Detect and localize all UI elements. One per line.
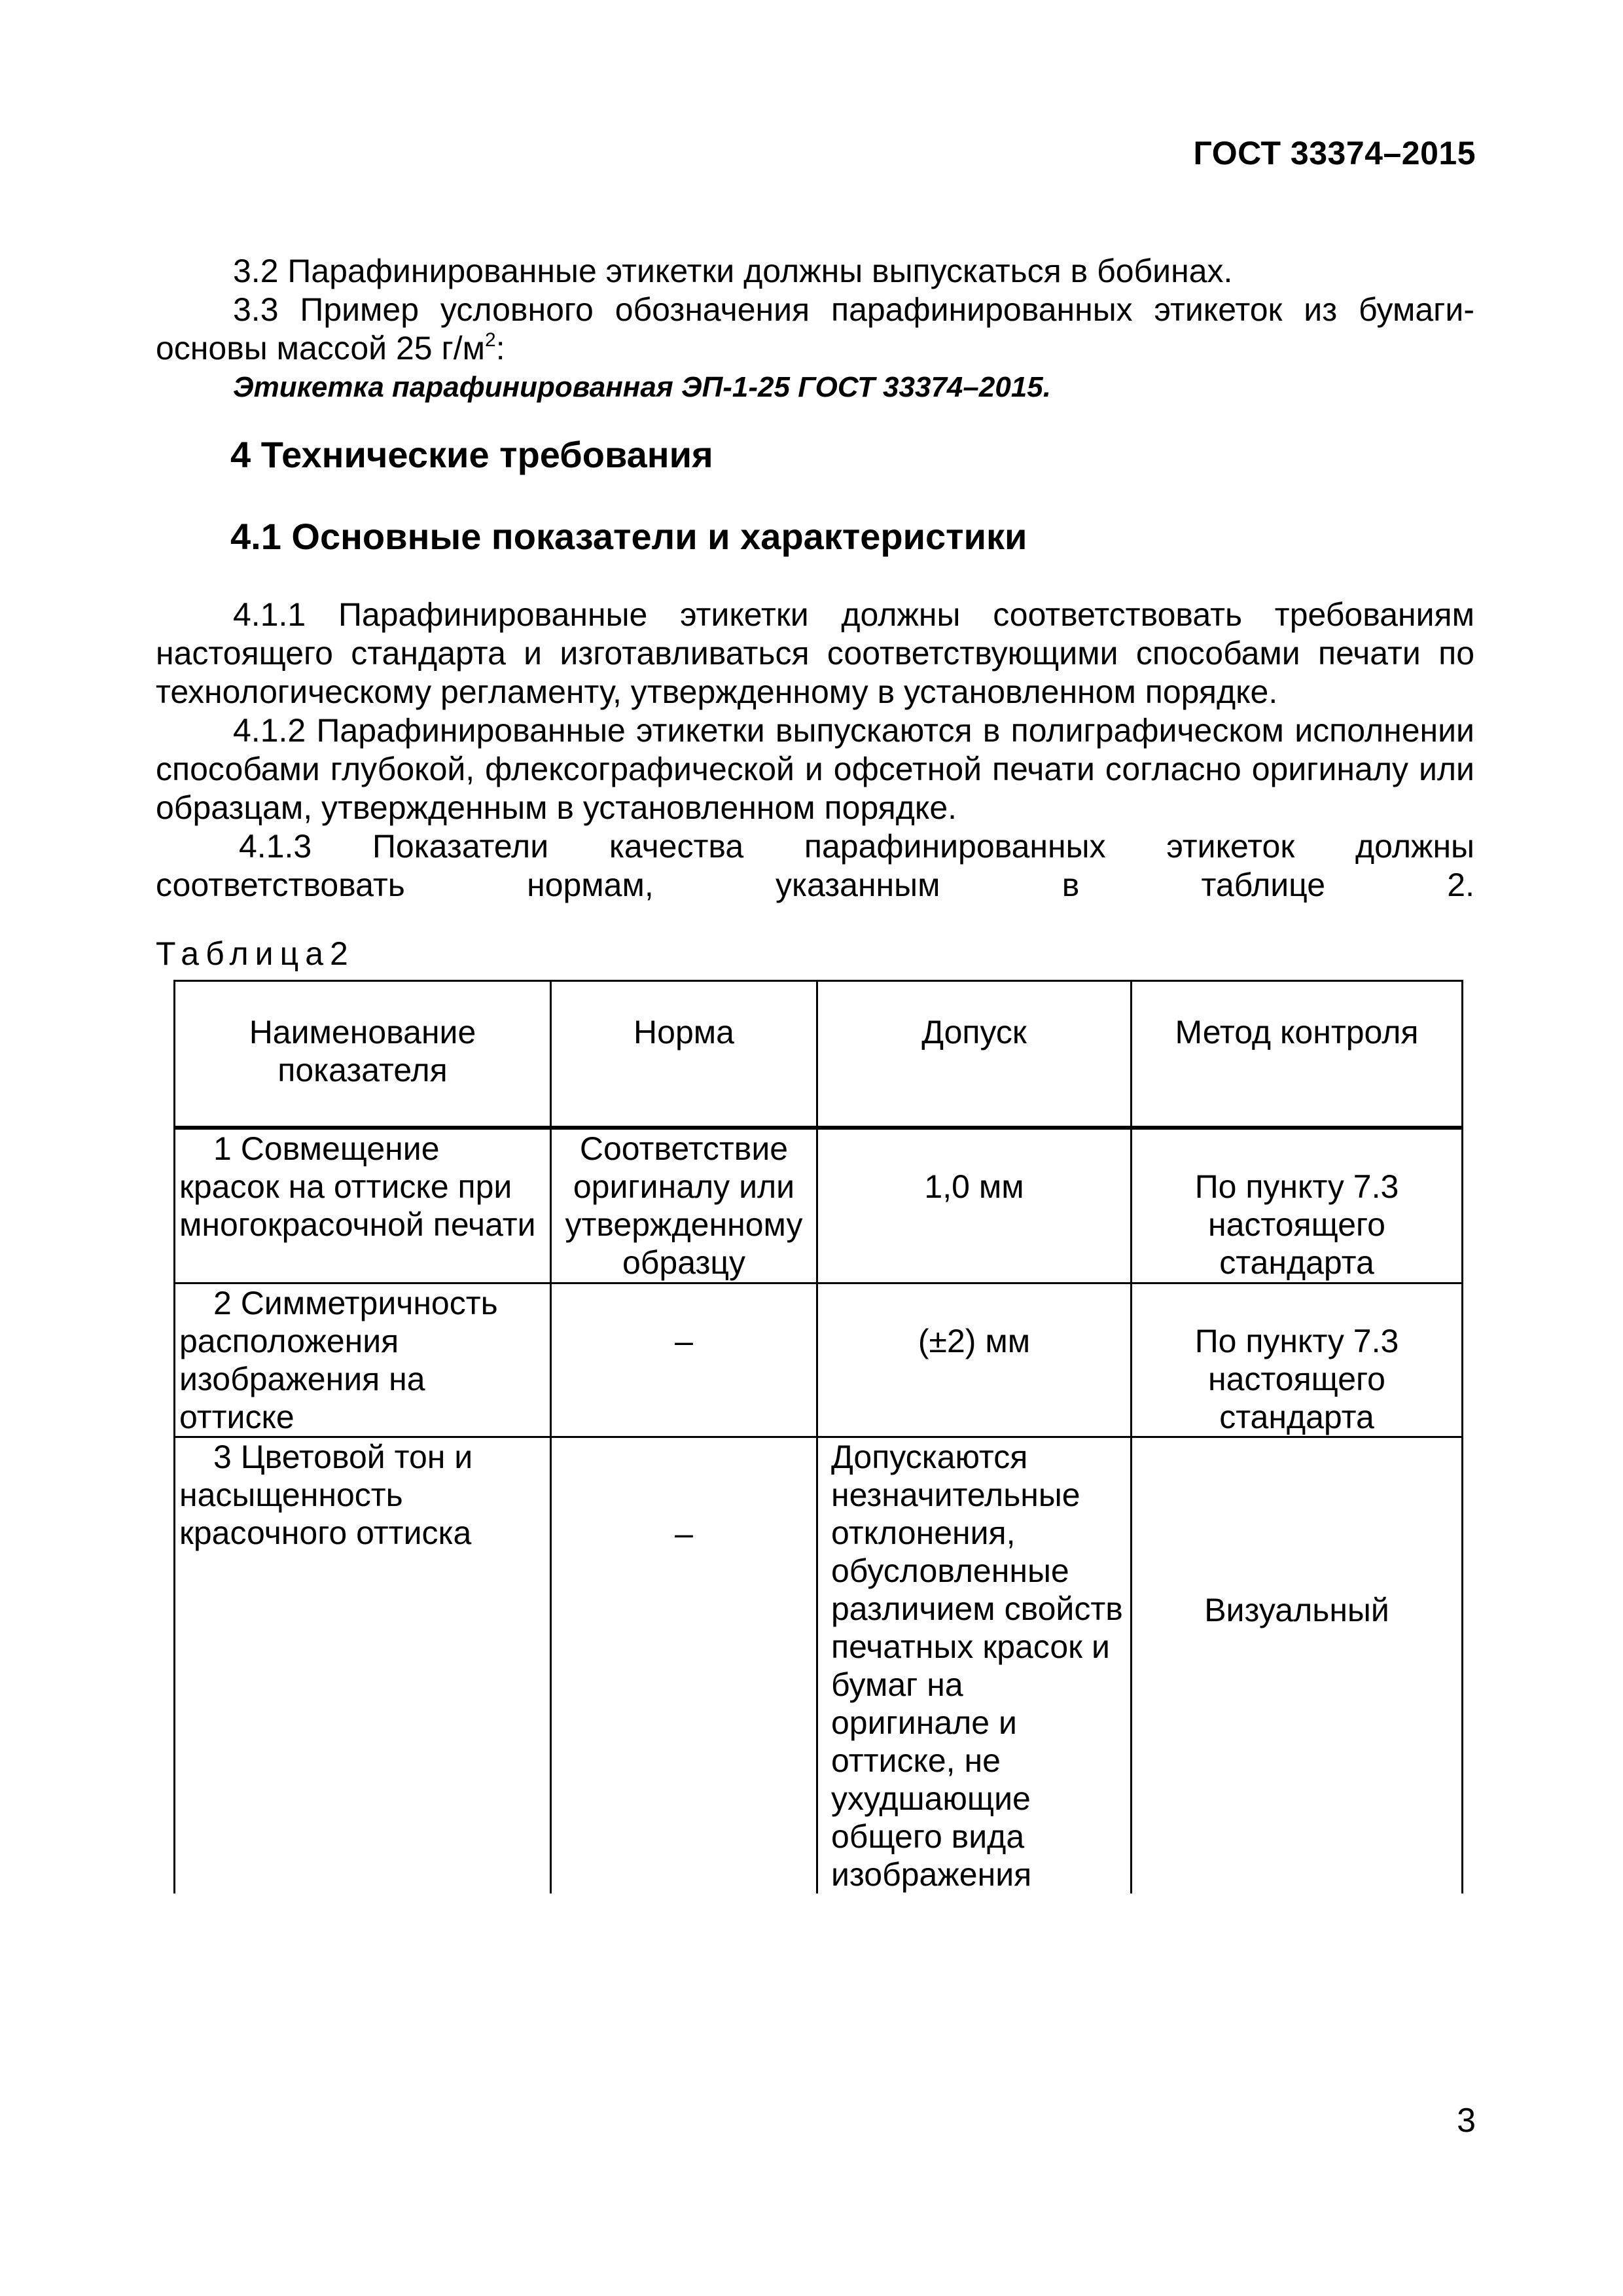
row1-norm: Соответствие оригиналу или утвержденному образцу	[551, 1128, 817, 1283]
requirements-block	[156, 596, 1474, 905]
row1-name: 1 Совмещение красок на оттиске при многокрасочной печати	[175, 1128, 551, 1283]
row2-norm: –	[551, 1283, 817, 1437]
row3-tolerance: Допускаются незначительные отклонения, обусловленные различием свойств печатных красок и бумаг на оригинале и оттиске, не ухудшающие общего вида изображения	[817, 1437, 1132, 1894]
table-row	[175, 1437, 1463, 1894]
row2-method: По пункту 7.3 настоящего стандарта	[1132, 1283, 1463, 1437]
intro-block	[156, 252, 1474, 406]
clause-3-3	[156, 291, 1474, 368]
section-4-title: 4 Технические требования	[230, 434, 713, 475]
row3-norm: –	[551, 1437, 817, 1894]
clause-4-1-2: 4.1.2 Парафинированные этикетки выпускаются в полиграфическом исполнении способами глубокой, флексографической и офсетной печати согласно оригиналу или образцам, утвержденным в установленном порядке.	[156, 712, 1474, 826]
row1-method: По пункту 7.3 настоящего стандарта	[1132, 1128, 1463, 1283]
row1-tolerance: 1,0 мм	[817, 1128, 1132, 1283]
header-control-method: Метод контроля	[1132, 981, 1463, 1128]
header-indicator-name: Наименование показателя	[175, 981, 551, 1128]
clause-4-1-3-line1	[156, 827, 1474, 905]
table-row	[175, 1128, 1463, 1283]
row3-name: 3 Цветовой тон и насыщенность красочного оттиска	[175, 1437, 551, 1894]
table-row	[175, 1283, 1463, 1437]
clause-3-3-text: 3.3 Пример условного обозначения парафинированных этикеток из бумаги-основы массой 25 г/м	[156, 291, 1474, 367]
row2-name: 2 Симметричность расположения изображения на оттиске	[175, 1283, 551, 1437]
clause-4-1-1: 4.1.1 Парафинированные этикетки должны соответствовать требованиям настоящего стандарта и изготавливаться соответствующими способами печати по технологическому регламенту, утвержденному в установленном порядке.	[156, 596, 1474, 710]
row2-tolerance: (±2) мм	[817, 1283, 1132, 1437]
clause-3-2: 3.2 Парафинированные этикетки должны выпускаться в бобинах.	[233, 253, 1233, 289]
header-norm: Норма	[551, 981, 817, 1128]
row3-method: Визуальный	[1132, 1437, 1463, 1894]
clause-3-3-tail: :	[495, 330, 505, 367]
standard-code-header: ГОСТ 33374–2015	[1193, 135, 1476, 171]
designation-example: Этикетка парафинированная ЭП-1-25 ГОСТ 33374–2015.	[233, 371, 1051, 403]
clause-3-3-superscript: 2	[485, 329, 496, 351]
header-tolerance: Допуск	[817, 981, 1132, 1128]
table-caption: Таблица2	[156, 935, 355, 972]
section-4-1-title: 4.1 Основные показатели и характеристики	[230, 516, 1027, 557]
clause-4-1-3: 4.1.3 Показатели качества парафинированных этикеток должны соответствовать нормам, указанным в таблице 2.	[156, 828, 1474, 903]
page-number: 3	[1457, 2102, 1476, 2140]
quality-norms-table	[173, 980, 1463, 1893]
table-header-row	[175, 981, 1463, 1128]
